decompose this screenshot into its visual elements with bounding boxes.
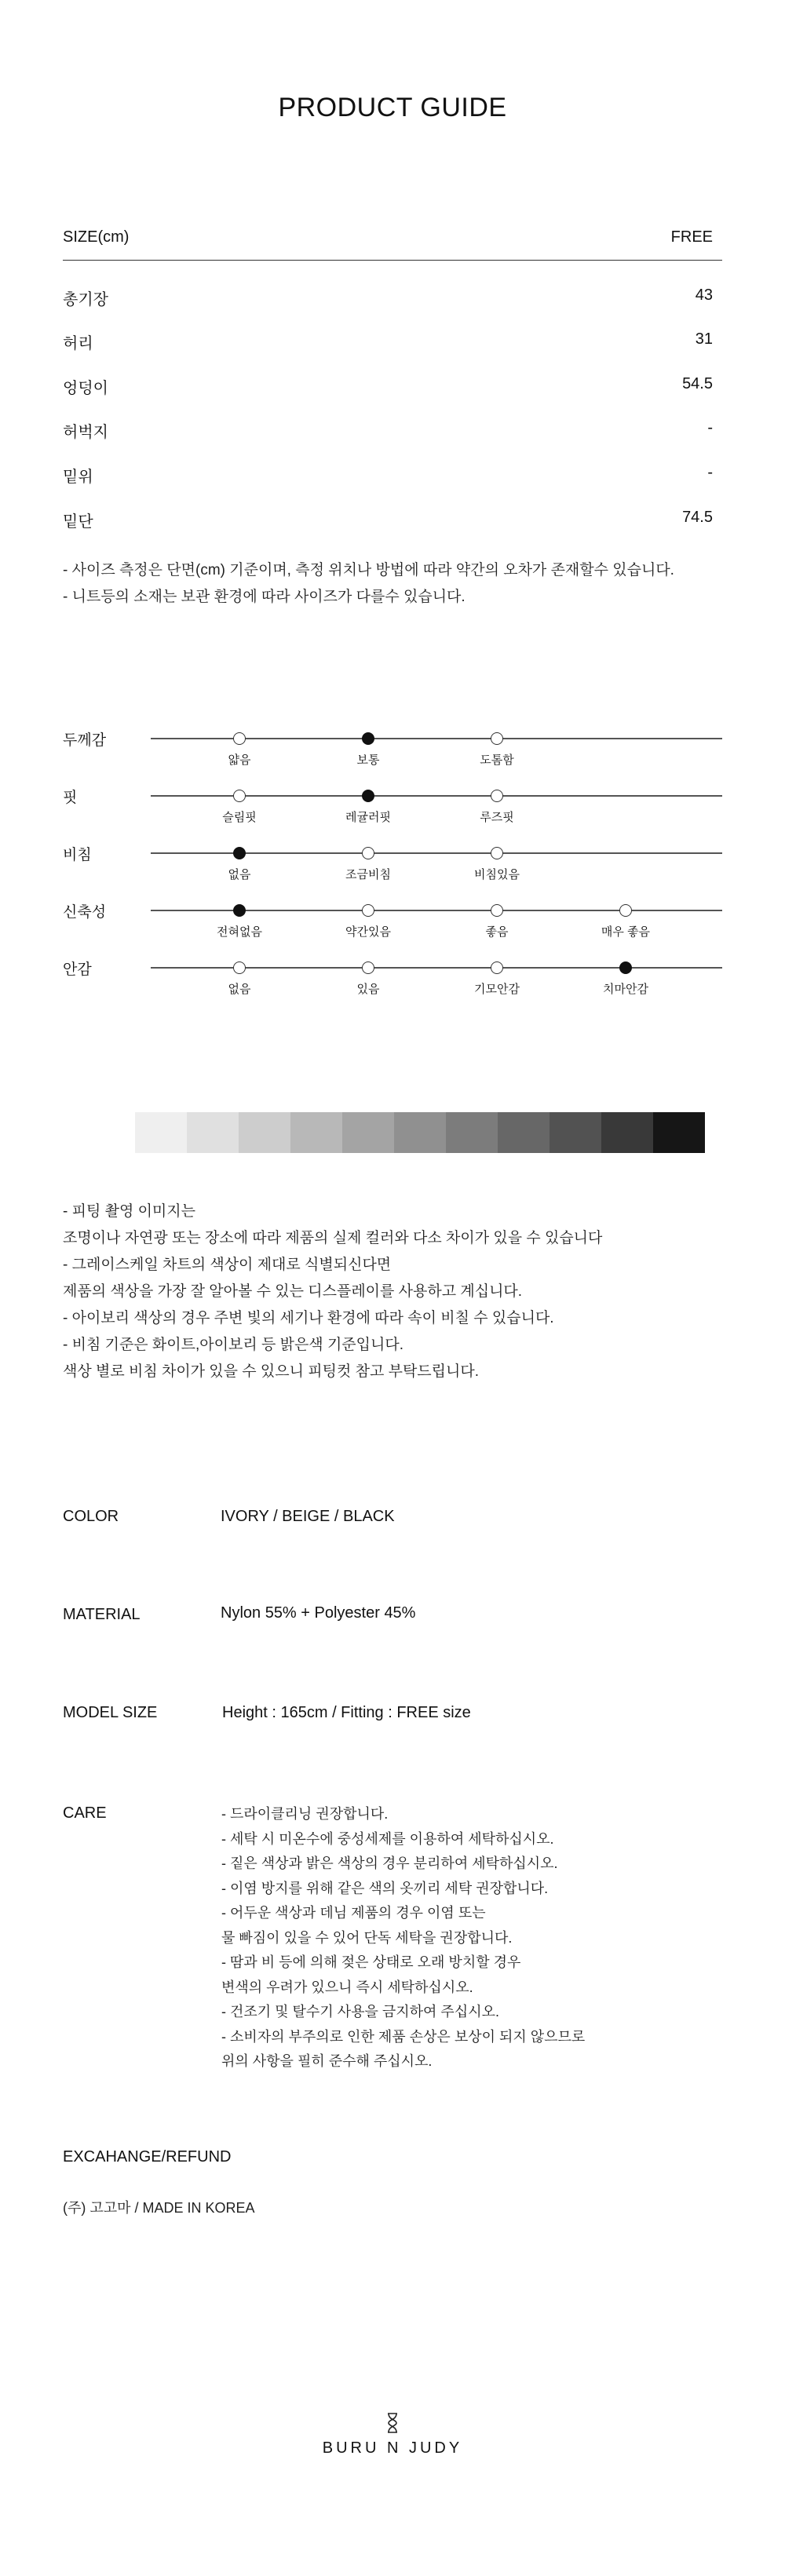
care-line: - 땀과 비 등에 의해 젖은 상태로 오래 방치할 경우: [221, 1954, 521, 1970]
scale-dot-selected: [233, 904, 246, 917]
size-note-line: - 사이즈 측정은 단면(cm) 기준이며, 측정 위치나 방법에 따라 약간의 오차가 존재할수 있습니다.: [63, 562, 674, 578]
size-row-label: 밑단: [63, 513, 93, 531]
scale-option-label: 조금비침: [345, 868, 391, 881]
scale-label: 안감: [63, 961, 92, 978]
scale-label: 신축성: [63, 904, 107, 921]
scale-option-label: 레귤러핏: [345, 811, 391, 824]
care-line: - 건조기 및 탈수기 사용을 금지하여 주십시오.: [221, 2004, 499, 2020]
model-size-value: Height : 165cm / Fitting : FREE size: [222, 1704, 471, 1721]
size-notes: [63, 557, 754, 611]
size-row-value: -: [707, 419, 713, 436]
scale-option-label: 있음: [356, 983, 380, 996]
scale-option-label: 전혀없음: [217, 925, 262, 939]
care-line: - 세탁 시 미온수에 중성세제를 이용하여 세탁하십시오.: [221, 1830, 554, 1847]
model-size-label: MODEL SIZE: [63, 1704, 158, 1721]
brand-logo: [0, 2412, 785, 2457]
care-line: - 어두운 색상과 데님 제품의 경우 이염 또는: [221, 1905, 486, 1921]
fitting-note-line: 제품의 색상을 가장 잘 알아볼 수 있는 디스플레이를 사용하고 계십니다.: [63, 1283, 523, 1300]
size-row-label: 밑위: [63, 469, 93, 486]
scale-dot: [491, 904, 503, 917]
care-line: - 이염 방지를 위해 같은 색의 옷끼리 세탁 권장합니다.: [221, 1880, 549, 1896]
scale-dot-selected: [362, 732, 374, 745]
scale-dot: [619, 904, 632, 917]
grayscale-swatch: [550, 1112, 601, 1153]
size-row-label: 허리: [63, 335, 93, 352]
fitting-note-line: 색상 별로 비침 차이가 있을 수 있으니 피팅컷 참고 부탁드립니다.: [63, 1363, 479, 1380]
size-row-value: 74.5: [682, 509, 713, 526]
size-row: [63, 419, 719, 443]
scale-dot-selected: [233, 847, 246, 859]
exchange-label: EXCAHANGE/REFUND: [63, 2148, 232, 2166]
care-line: 위의 사항을 필히 준수해 주십시오.: [221, 2053, 433, 2069]
size-row: [63, 375, 719, 399]
scale-dot: [491, 790, 503, 802]
care-line: - 짙은 색상과 밝은 색상의 경우 분리하여 세탁하십시오.: [221, 1855, 558, 1871]
grayscale-swatch: [342, 1112, 394, 1153]
size-row: [63, 464, 719, 487]
scale-option-label: 치마안감: [603, 983, 648, 996]
fitting-note-line: - 그레이스케일 차트의 색상이 제대로 식별되신다면: [63, 1257, 392, 1273]
size-row: [63, 509, 719, 532]
size-row-label: 허벅지: [63, 424, 108, 441]
scale-option-label: 보통: [356, 753, 380, 767]
size-row: [63, 330, 719, 354]
fitting-notes: [63, 1199, 754, 1385]
scale-option-label: 얇음: [228, 753, 251, 767]
size-header-value: FREE: [670, 228, 713, 246]
scale-label: 비침: [63, 847, 92, 863]
scale-option-label: 없음: [228, 983, 251, 996]
care-label: CARE: [63, 1804, 107, 1822]
scale-option-label: 약간있음: [345, 925, 391, 939]
grayscale-swatch: [653, 1112, 705, 1153]
grayscale-swatch: [187, 1112, 239, 1153]
size-row-value: 43: [695, 286, 713, 304]
size-row: [63, 286, 719, 310]
care-line: - 소비자의 부주의로 인한 제품 손상은 보상이 되지 않으므로: [221, 2028, 586, 2045]
fitting-note-line: 조명이나 자연광 또는 장소에 따라 제품의 실제 컬러와 다소 차이가 있을 수 있습니다: [63, 1230, 603, 1246]
fitting-note-line: - 비침 기준은 화이트,아이보리 등 밝은색 기준입니다.: [63, 1337, 403, 1353]
grayscale-swatch: [394, 1112, 446, 1153]
scale-option-label: 루즈핏: [480, 811, 514, 824]
size-table-header: [63, 225, 722, 261]
color-label: COLOR: [63, 1508, 119, 1525]
care-line: 물 빠짐이 있을 수 있어 단독 세탁을 권장합니다.: [221, 1929, 513, 1946]
brand-name: BURU N JUDY: [322, 2439, 463, 2457]
material-label: MATERIAL: [63, 1606, 141, 1623]
grayscale-swatch: [601, 1112, 653, 1153]
care-line: 변색의 우려가 있으니 즉시 세탁하십시오.: [221, 1979, 473, 1995]
scale-dot: [233, 790, 246, 802]
scale-dot: [491, 961, 503, 974]
scale-label: 핏: [63, 790, 78, 806]
scale-option-label: 없음: [228, 868, 251, 881]
size-row-label: 엉덩이: [63, 380, 108, 397]
grayscale-swatch: [239, 1112, 290, 1153]
size-row-value: 31: [695, 330, 713, 348]
size-row-value: -: [707, 464, 713, 481]
scale-dot: [233, 732, 246, 745]
scale-option-label: 매우 좋음: [601, 925, 651, 939]
scale-dot: [491, 732, 503, 745]
grayscale-swatch: [498, 1112, 550, 1153]
scale-dot: [362, 847, 374, 859]
scale-option-label: 좋음: [485, 925, 509, 939]
page-title: PRODUCT GUIDE: [278, 93, 507, 122]
fitting-note-line: - 피팅 촬영 이미지는: [63, 1203, 195, 1220]
scale-option-label: 슬림핏: [222, 811, 257, 824]
color-value: IVORY / BEIGE / BLACK: [221, 1508, 395, 1525]
scale-dot: [362, 904, 374, 917]
scale-option-label: 도톰함: [480, 753, 514, 767]
scale-dot-selected: [362, 790, 374, 802]
care-instructions: [221, 1802, 585, 2074]
grayscale-swatch: [290, 1112, 342, 1153]
scale-option-label: 기모안감: [474, 983, 520, 996]
hourglass-logo-icon: [385, 2412, 400, 2434]
scale-dot-selected: [619, 961, 632, 974]
material-value: Nylon 55% + Polyester 45%: [221, 1604, 416, 1622]
exchange-value: (주) 고고마 / MADE IN KOREA: [63, 2200, 255, 2216]
scale-dot: [233, 961, 246, 974]
scale-dot: [491, 847, 503, 859]
grayscale-swatch: [135, 1112, 187, 1153]
size-row-value: 54.5: [682, 375, 713, 392]
fitting-note-line: - 아이보리 색상의 경우 주변 빛의 세기나 환경에 따라 속이 비칠 수 있습니다.: [63, 1310, 554, 1326]
scale-label: 두께감: [63, 732, 107, 749]
size-header-label: SIZE(cm): [63, 228, 130, 246]
size-note-line: - 니트등의 소재는 보관 환경에 따라 사이즈가 다를수 있습니다.: [63, 589, 466, 605]
scale-option-label: 비침있음: [474, 868, 520, 881]
scale-dot: [362, 961, 374, 974]
grayscale-swatch: [446, 1112, 498, 1153]
care-line: - 드라이클리닝 권장합니다.: [221, 1806, 389, 1822]
size-row-label: 총기장: [63, 291, 108, 308]
